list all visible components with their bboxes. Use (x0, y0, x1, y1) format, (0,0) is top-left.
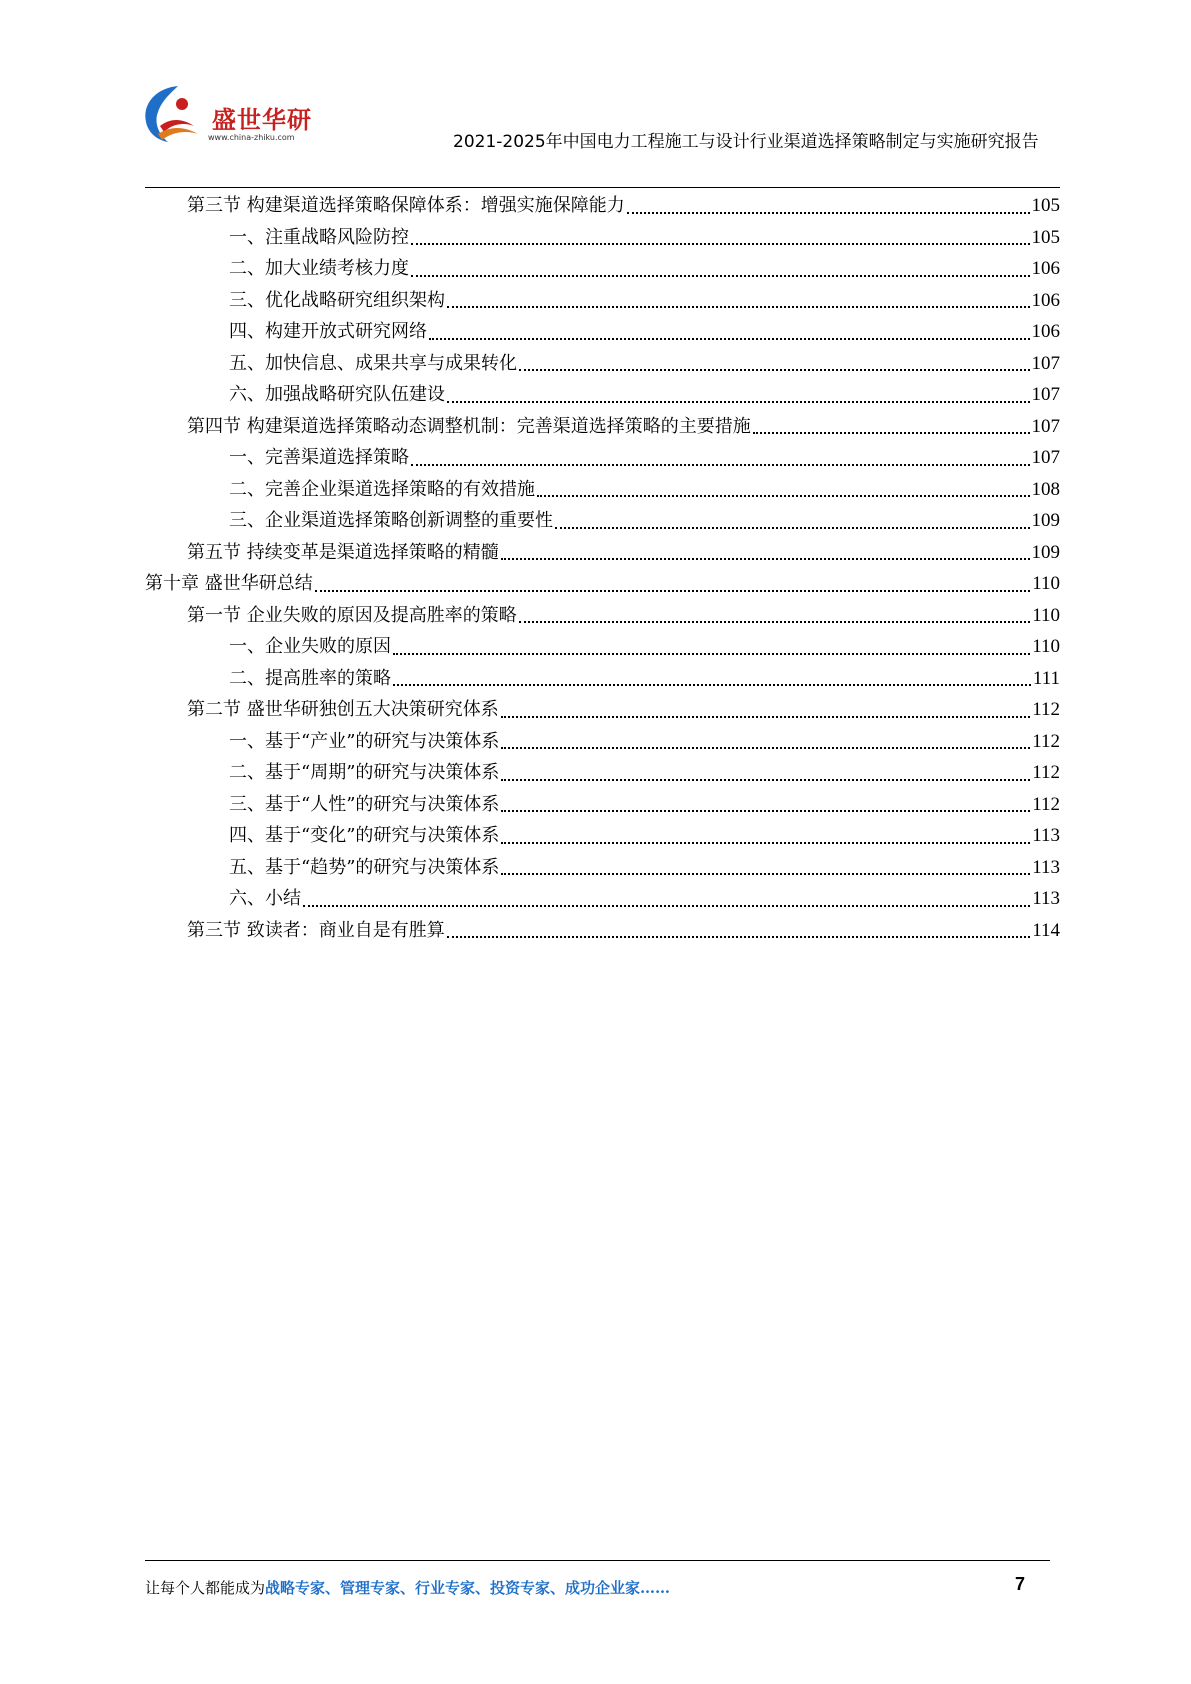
page-number: 7 (1015, 1574, 1026, 1594)
toc-entry-label: 二、提高胜率的策略 (229, 667, 391, 689)
report-title: 2021-2025年中国电力工程施工与设计行业渠道选择策略制定与实施研究报告 (453, 132, 1039, 152)
toc-dot-leader (411, 242, 1030, 245)
toc-entry-page: 113 (1032, 856, 1060, 878)
toc-entry-label: 六、小结 (229, 888, 301, 909)
footer-slogan (145, 1577, 670, 1598)
toc-entry-page: 109 (1031, 541, 1060, 563)
toc-entry[interactable] (145, 442, 1060, 474)
toc-dot-leader (393, 683, 1031, 686)
toc-entry[interactable] (145, 631, 1060, 663)
toc-entry-label: 第三节 构建渠道选择策略保障体系：增强实施保障能力 (187, 195, 625, 216)
toc-dot-leader (447, 935, 1030, 938)
toc-entry-page: 114 (1032, 919, 1060, 941)
logo-url: www.china-zhiku.com (208, 133, 295, 142)
toc-dot-leader (411, 274, 1030, 277)
toc-entry-page: 110 (1032, 573, 1060, 594)
toc-entry-label: 三、优化战略研究组织架构 (229, 289, 445, 311)
toc-entry[interactable] (145, 253, 1060, 285)
toc-entry-label: 第五节 持续变革是渠道选择策略的精髓 (187, 541, 499, 563)
toc-entry-page: 109 (1031, 510, 1060, 531)
toc-entry-label: 第三节 致读者：商业自是有胜算 (187, 919, 445, 941)
toc-entry[interactable] (145, 789, 1060, 821)
toc-dot-leader (519, 368, 1030, 371)
toc-entry-page: 108 (1031, 478, 1060, 500)
toc-dot-leader (315, 589, 1030, 592)
toc-entry-page: 113 (1032, 825, 1060, 846)
toc-dot-leader (627, 211, 1030, 214)
toc-entry-label: 第四节 构建渠道选择策略动态调整机制：完善渠道选择策略的主要措施 (187, 415, 751, 437)
toc-entry[interactable] (145, 663, 1060, 695)
toc-entry-label: 四、构建开放式研究网络 (229, 321, 427, 342)
toc-entry[interactable] (145, 694, 1060, 726)
toc-dot-leader (447, 400, 1030, 403)
toc-entry[interactable] (145, 915, 1060, 947)
toc-entry-page: 112 (1032, 793, 1060, 815)
toc-dot-leader (501, 872, 1030, 875)
toc-entry-page: 107 (1031, 415, 1060, 437)
toc-entry[interactable] (145, 757, 1060, 789)
toc-entry[interactable] (145, 190, 1060, 222)
toc-entry-page: 105 (1031, 195, 1060, 216)
toc-dot-leader (537, 494, 1030, 497)
footer-slogan-prefix: 让每个人都能成为 (145, 1579, 266, 1597)
toc-entry[interactable] (145, 222, 1060, 254)
toc-entry-page: 112 (1032, 762, 1060, 783)
toc-entry-page: 107 (1031, 447, 1060, 468)
toc-entry[interactable] (145, 285, 1060, 317)
toc-dot-leader (753, 431, 1030, 434)
toc-dot-leader (501, 557, 1030, 560)
toc-entry[interactable] (145, 726, 1060, 758)
toc-entry-page: 107 (1031, 384, 1060, 405)
toc-dot-leader (501, 841, 1030, 844)
toc-entry-page: 106 (1031, 289, 1060, 311)
toc-dot-leader (519, 620, 1030, 623)
toc-entry-label: 四、基于“变化”的研究与决策体系 (229, 825, 500, 846)
toc-dot-leader (501, 746, 1030, 749)
toc-entry[interactable] (145, 600, 1060, 632)
toc-entry[interactable] (145, 348, 1060, 380)
toc-entry-page: 106 (1031, 258, 1060, 279)
toc-dot-leader (501, 809, 1030, 812)
toc-entry-page: 112 (1032, 699, 1060, 720)
toc-entry-page: 107 (1031, 352, 1060, 374)
toc-dot-leader (555, 526, 1030, 529)
toc-entry[interactable] (145, 537, 1060, 569)
toc-entry[interactable] (145, 505, 1060, 537)
toc-entry[interactable] (145, 883, 1060, 915)
toc-entry[interactable] (145, 411, 1060, 443)
toc-dot-leader (429, 337, 1030, 340)
footer-slogan-highlight: 战略专家、管理专家、行业专家、投资专家、成功企业家…… (265, 1579, 671, 1597)
toc-entry-label: 三、基于“人性”的研究与决策体系 (229, 793, 500, 815)
toc-entry[interactable] (145, 852, 1060, 884)
footer-divider (145, 1560, 1050, 1561)
toc-entry-label: 二、基于“周期”的研究与决策体系 (229, 762, 500, 783)
toc-entry-page: 105 (1031, 226, 1060, 248)
toc-dot-leader (393, 652, 1030, 655)
toc-entry-page: 112 (1032, 730, 1060, 752)
toc-entry-label: 一、注重战略风险防控 (229, 226, 409, 248)
toc-entry-label: 二、加大业绩考核力度 (229, 258, 409, 279)
toc-entry-page: 111 (1032, 667, 1060, 689)
toc-entry-label: 第一节 企业失败的原因及提高胜率的策略 (187, 604, 517, 626)
toc-entry-label: 一、企业失败的原因 (229, 636, 391, 657)
toc-entry-label: 第二节 盛世华研独创五大决策研究体系 (187, 699, 499, 720)
toc-dot-leader (447, 305, 1030, 308)
toc-entry[interactable] (145, 316, 1060, 348)
toc-entry-label: 第十章 盛世华研总结 (145, 573, 313, 594)
logo-name: 盛世华研 (212, 106, 312, 134)
toc-entry-page: 106 (1031, 321, 1060, 342)
toc-entry[interactable] (145, 568, 1060, 600)
toc-entry-label: 一、基于“产业”的研究与决策体系 (229, 730, 500, 752)
toc-entry-page: 113 (1032, 888, 1060, 909)
toc-entry-label: 五、加快信息、成果共享与成果转化 (229, 352, 517, 374)
table-of-contents (145, 190, 1060, 946)
toc-entry[interactable] (145, 820, 1060, 852)
toc-entry-label: 一、完善渠道选择策略 (229, 447, 409, 468)
toc-entry-label: 二、完善企业渠道选择策略的有效措施 (229, 478, 535, 500)
toc-dot-leader (411, 463, 1030, 466)
toc-entry-label: 六、加强战略研究队伍建设 (229, 384, 445, 405)
toc-entry-label: 三、企业渠道选择策略创新调整的重要性 (229, 510, 553, 531)
toc-dot-leader (303, 904, 1030, 907)
toc-dot-leader (501, 778, 1030, 781)
header-divider (145, 187, 1060, 188)
toc-entry-page: 110 (1032, 604, 1060, 626)
toc-dot-leader (501, 715, 1030, 718)
toc-entry[interactable] (145, 379, 1060, 411)
toc-entry-page: 110 (1032, 636, 1060, 657)
toc-entry-label: 五、基于“趋势”的研究与决策体系 (229, 856, 500, 878)
toc-entry[interactable] (145, 474, 1060, 506)
